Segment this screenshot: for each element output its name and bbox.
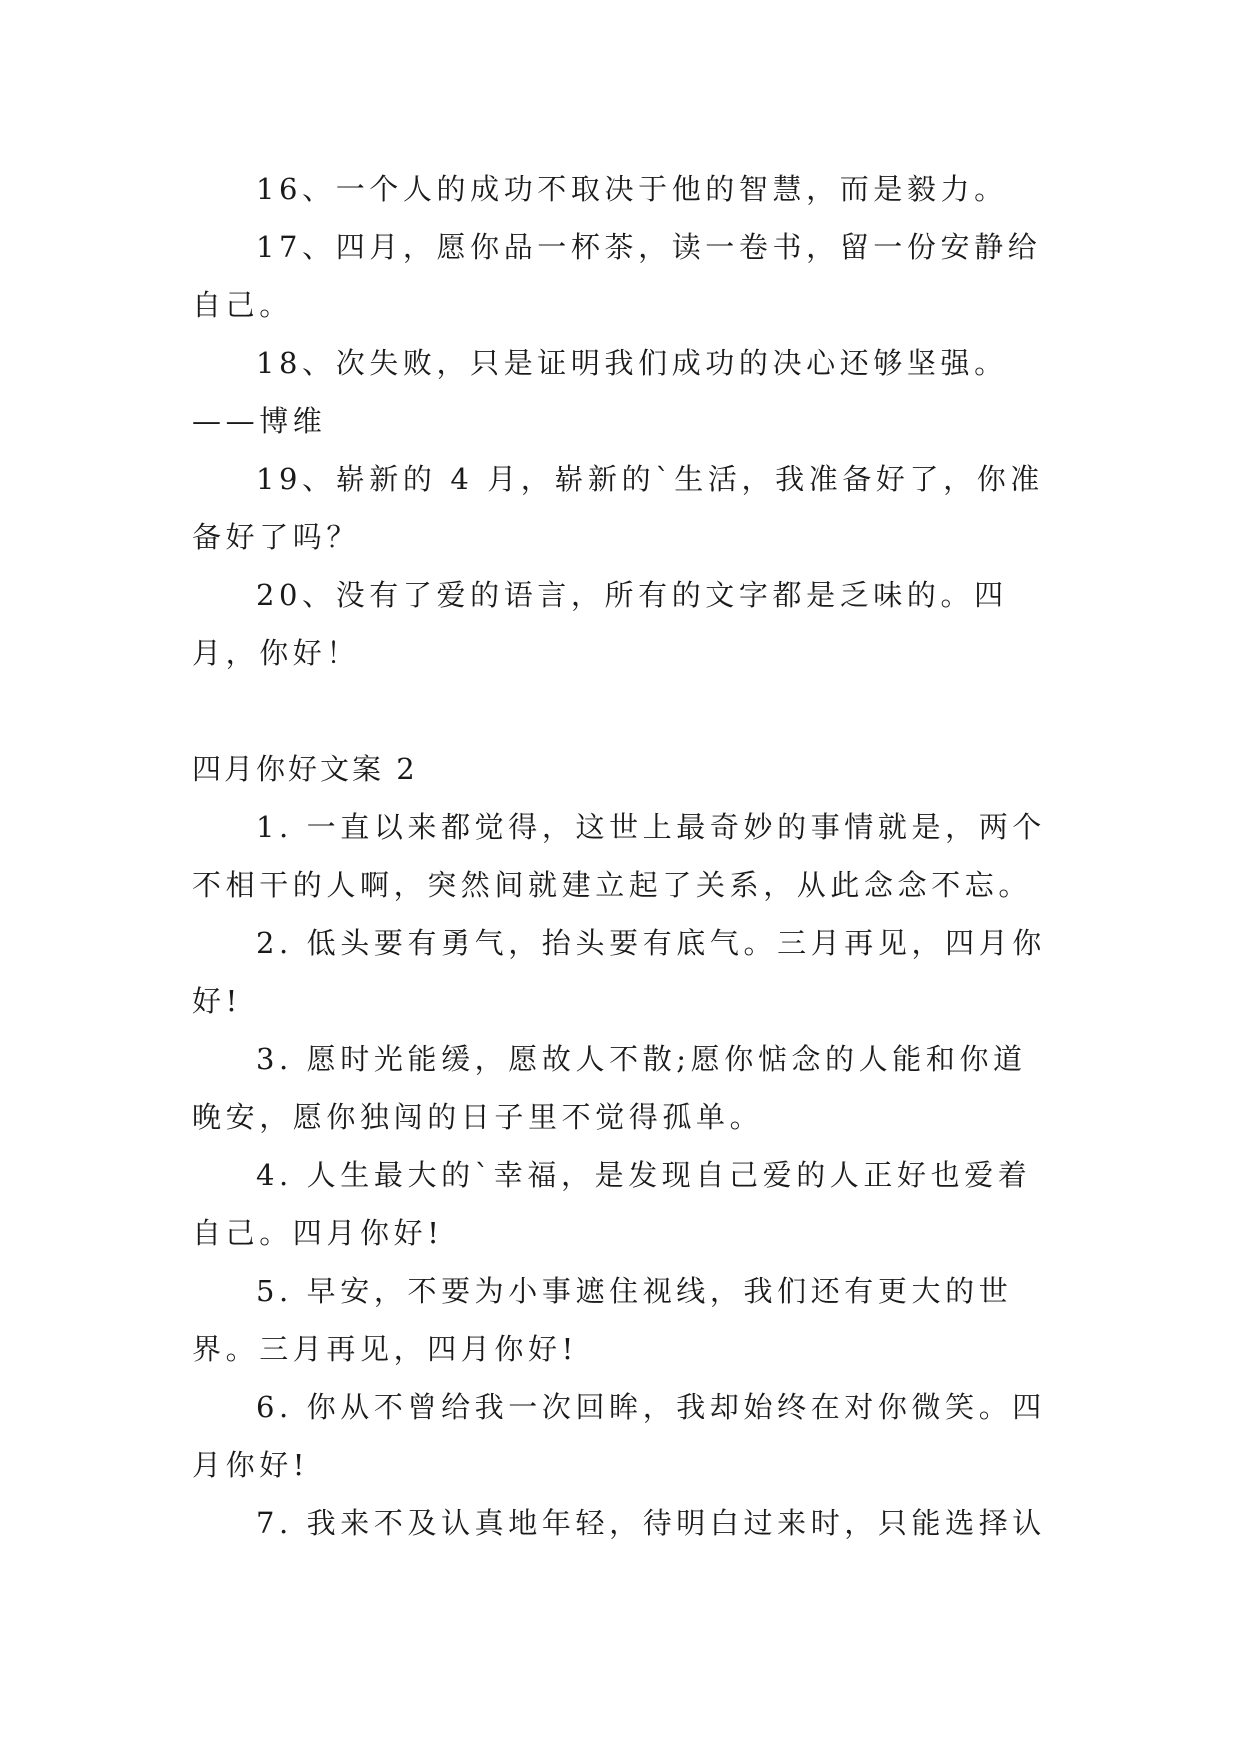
paragraph-item-6: 6. 你从不曾给我一次回眸，我却始终在对你微笑。四月你好! xyxy=(192,1390,1046,1482)
paragraph-item-16: 16、一个人的成功不取决于他的智慧，而是毅力。 xyxy=(256,172,1008,206)
paragraph-item-18: 18、次失败，只是证明我们成功的决心还够坚强。——博维 xyxy=(192,346,1008,438)
paragraph-item-1: 1. 一直以来都觉得，这世上最奇妙的事情就是，两个不相干的人啊，突然间就建立起了关系，从此念念不忘。 xyxy=(192,810,1046,902)
paragraph-item-4: 4. 人生最大的`幸福，是发现自己爱的人正好也爱着自己。四月你好! xyxy=(192,1158,1032,1250)
paragraph-item-19: 19、崭新的 4 月，崭新的`生活，我准备好了，你准备好了吗？ xyxy=(192,462,1044,554)
paragraph-item-2: 2. 低头要有勇气，抬头要有底气。三月再见，四月你好! xyxy=(192,926,1046,1018)
paragraph-item-3: 3. 愿时光能缓，愿故人不散;愿你惦念的人能和你道晚安，愿你独闯的日子里不觉得孤单。 xyxy=(192,1042,1027,1134)
section-heading: 四月你好文案 2 xyxy=(192,752,418,786)
paragraph-item-5: 5. 早安，不要为小事遮住视线，我们还有更大的世界。三月再见，四月你好! xyxy=(192,1274,1013,1366)
text-column xyxy=(192,160,1060,1552)
paragraph-item-17: 17、四月，愿你品一杯茶，读一卷书，留一份安静给自己。 xyxy=(192,230,1042,322)
paragraph-item-7: 7. 我来不及认真地年轻，待明白过来时，只能选择认 xyxy=(256,1506,1046,1540)
paragraph-item-20: 20、没有了爱的语言，所有的文字都是乏味的。四月，你好！ xyxy=(192,578,1008,670)
